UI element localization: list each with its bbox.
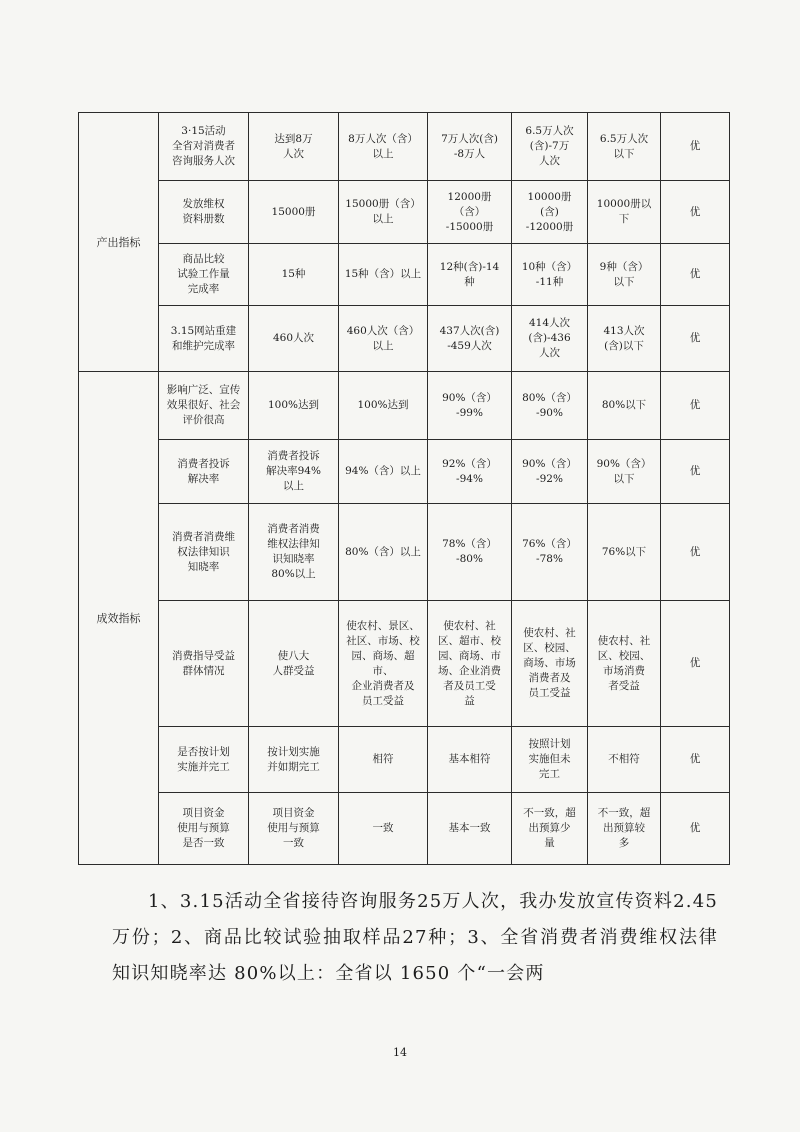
evaluation-result: 优 [661,181,730,244]
grade-medium: 76%（含） -78% [512,504,588,601]
indicator-target: 15种 [249,244,339,306]
grade-medium: 按照计划 实施但未 完工 [512,727,588,793]
grade-excellent: 一致 [339,793,428,865]
grade-excellent: 使农村、景区、 社区、市场、校 园、商场、超市、 企业消费者及 员工受益 [339,601,428,727]
grade-good: 基本一致 [428,793,512,865]
grade-good: 78%（含） -80% [428,504,512,601]
table-row [79,113,730,181]
indicator-name: 项目资金 使用与预算 是否一致 [159,793,249,865]
grade-poor: 不相符 [588,727,661,793]
indicator-name: 3.15网站重建 和维护完成率 [159,306,249,372]
indicator-name: 发放维权 资料册数 [159,181,249,244]
evaluation-result: 优 [661,372,730,440]
evaluation-result: 优 [661,244,730,306]
table-row [79,440,730,504]
grade-poor: 不一致，超 出预算较 多 [588,793,661,865]
indicator-target: 消费者投诉 解决率94% 以上 [249,440,339,504]
indicator-target: 消费者消费 维权法律知 识知晓率 80%以上 [249,504,339,601]
evaluation-result: 优 [661,793,730,865]
grade-excellent: 460人次（含） 以上 [339,306,428,372]
grade-poor: 使农村、社 区、校园、 市场消费 者受益 [588,601,661,727]
table-row [79,727,730,793]
grade-poor: 413人次 (含)以下 [588,306,661,372]
grade-good: 7万人次(含) -8万人 [428,113,512,181]
indicator-target: 使八大 人群受益 [249,601,339,727]
grade-good: 92%（含） -94% [428,440,512,504]
grade-poor: 90%（含） 以下 [588,440,661,504]
grade-poor: 10000册以 下 [588,181,661,244]
indicator-target: 项目资金 使用与预算 一致 [249,793,339,865]
indicator-name: 3·15活动 全省对消费者 咨询服务人次 [159,113,249,181]
group-label-outcome: 成效指标 [79,372,159,865]
indicator-target: 100%达到 [249,372,339,440]
evaluation-result: 优 [661,306,730,372]
grade-excellent: 94%（含）以上 [339,440,428,504]
grade-poor: 6.5万人次 以下 [588,113,661,181]
grade-excellent: 8万人次（含） 以上 [339,113,428,181]
table-row [79,504,730,601]
indicator-target: 15000册 [249,181,339,244]
table-row [79,306,730,372]
evaluation-result: 优 [661,504,730,601]
grade-good: 12000册（含） -15000册 [428,181,512,244]
group-label-output: 产出指标 [79,113,159,372]
indicator-target: 达到8万 人次 [249,113,339,181]
indicator-target: 按计划实施 并如期完工 [249,727,339,793]
grade-excellent: 15000册（含） 以上 [339,181,428,244]
table-row [79,601,730,727]
evaluation-result: 优 [661,727,730,793]
grade-poor: 80%以下 [588,372,661,440]
table-row [79,181,730,244]
indicator-name: 影响广泛、宣传 效果很好、社会 评价很高 [159,372,249,440]
page-number: 14 [393,1046,407,1059]
table-row [79,372,730,440]
grade-medium: 6.5万人次 (含)-7万 人次 [512,113,588,181]
evaluation-result: 优 [661,601,730,727]
grade-medium: 使农村、社 区、校园、 商场、市场 消费者及 员工受益 [512,601,588,727]
indicator-name: 是否按计划 实施并完工 [159,727,249,793]
evaluation-result: 优 [661,113,730,181]
grade-good: 12种(含)-14 种 [428,244,512,306]
indicator-target: 460人次 [249,306,339,372]
grade-good: 437人次(含) -459人次 [428,306,512,372]
table-row [79,244,730,306]
grade-good: 90%（含） -99% [428,372,512,440]
grade-good: 基本相符 [428,727,512,793]
grade-excellent: 80%（含）以上 [339,504,428,601]
performance-indicator-table [78,112,730,865]
indicator-name: 消费者消费维 权法律知识 知晓率 [159,504,249,601]
table-row [79,793,730,865]
grade-medium: 90%（含） -92% [512,440,588,504]
indicator-name: 消费指导受益 群体情况 [159,601,249,727]
grade-excellent: 相符 [339,727,428,793]
evaluation-result: 优 [661,440,730,504]
grade-medium: 80%（含） -90% [512,372,588,440]
grade-medium: 不一致，超 出预算少 量 [512,793,588,865]
indicator-name: 商品比较 试验工作量 完成率 [159,244,249,306]
body-paragraph: 1、3.15活动全省接待咨询服务25万人次，我办发放宣传资料2.45万份；2、商品比较试验抽取样品27种；3、全省消费者消费维权法律知识知晓率达 80%以上：全省以 1650 个“一会两 [112,891,718,984]
grade-medium: 10000册 (含) -12000册 [512,181,588,244]
grade-poor: 76%以下 [588,504,661,601]
grade-excellent: 100%达到 [339,372,428,440]
grade-medium: 10种（含） -11种 [512,244,588,306]
grade-poor: 9种（含） 以下 [588,244,661,306]
indicator-name: 消费者投诉 解决率 [159,440,249,504]
grade-good: 使农村、社 区、超市、校 园、商场、市 场、企业消费 者及员工受 益 [428,601,512,727]
grade-excellent: 15种（含）以上 [339,244,428,306]
grade-medium: 414人次 (含)-436 人次 [512,306,588,372]
